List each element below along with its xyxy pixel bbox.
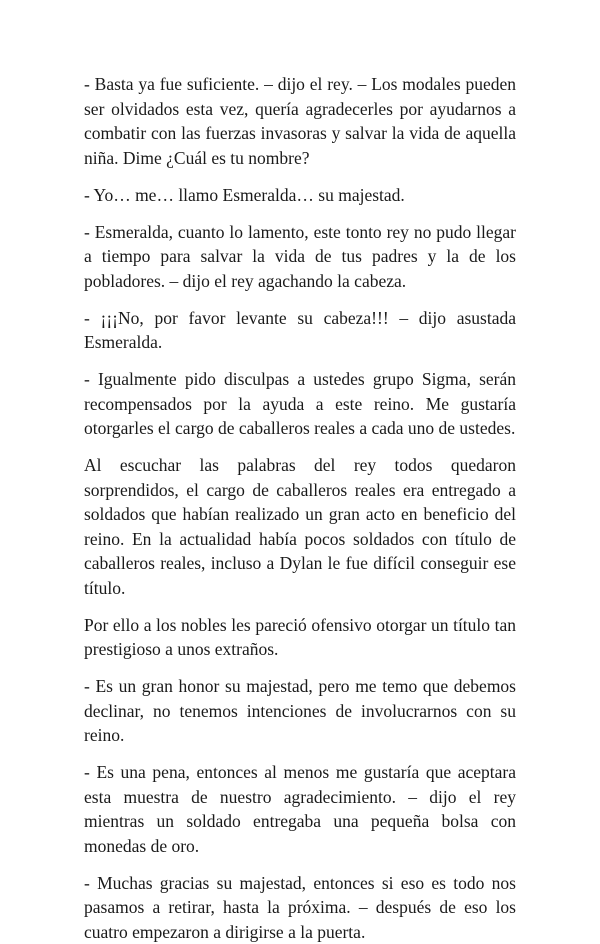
paragraph-8: - Es un gran honor su majestad, pero me temo que debemos declinar, no tenemos intenciones de involucrarnos con su reino. — [84, 674, 516, 748]
paragraph-1: - Basta ya fue suficiente. – dijo el rey. – Los modales pueden ser olvidados esta vez, quería agradecerles por ayudarnos a combatir con las fuerzas invasoras y salvar la vida de aquella niña. Dime ¿Cuál es tu nombre? — [84, 72, 516, 170]
paragraph-3: - Esmeralda, cuanto lo lamento, este tonto rey no pudo llegar a tiempo para salvar la vida de tus padres y la de los pobladores. – dijo el rey agachando la cabeza. — [84, 220, 516, 294]
paragraph-4: - ¡¡¡No, por favor levante su cabeza!!! – dijo asustada Esmeralda. — [84, 306, 516, 355]
paragraph-6: Al escuchar las palabras del rey todos quedaron sorprendidos, el cargo de caballeros reales era entregado a soldados que habían realizado un gran acto en beneficio del reino. En la actualidad había pocos soldados con título de caballeros reales, incluso a Dylan le fue difícil conseguir ese título. — [84, 453, 516, 600]
paragraph-2: - Yo… me… llamo Esmeralda… su majestad. — [84, 183, 516, 208]
paragraph-9: - Es una pena, entonces al menos me gustaría que aceptara esta muestra de nuestro agradecimiento. – dijo el rey mientras un soldado entregaba una pequeña bolsa con monedas de oro. — [84, 760, 516, 858]
paragraph-5: - Igualmente pido disculpas a ustedes grupo Sigma, serán recompensados por la ayuda a este reino. Me gustaría otorgarles el cargo de caballeros reales a cada uno de ustedes. — [84, 367, 516, 441]
paragraph-10: - Muchas gracias su majestad, entonces si eso es todo nos pasamos a retirar, hasta la próxima. – después de eso los cuatro empezaron a dirigirse a la puerta. — [84, 871, 516, 944]
paragraph-7: Por ello a los nobles les pareció ofensivo otorgar un título tan prestigioso a unos extraños. — [84, 613, 516, 662]
